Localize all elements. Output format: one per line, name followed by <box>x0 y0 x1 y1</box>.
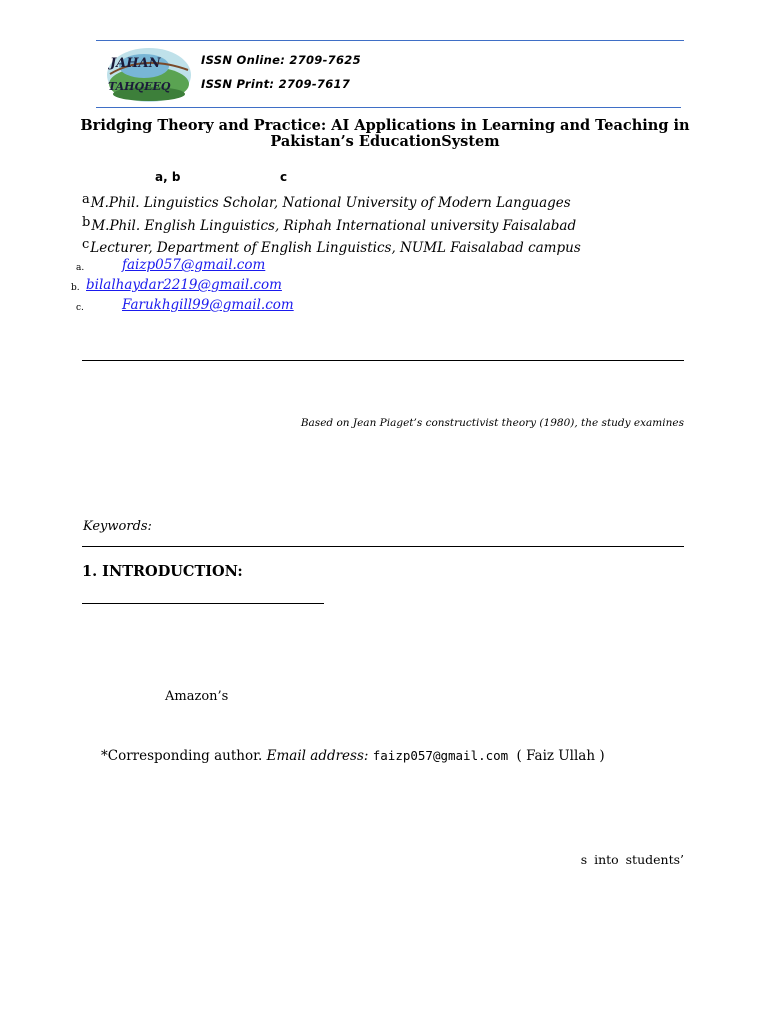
journal-logo <box>104 44 194 104</box>
affiliation-mark: a <box>82 192 90 207</box>
heading-underline-rule <box>82 603 324 604</box>
header-top-rule <box>96 40 684 41</box>
affiliation-b <box>82 215 576 234</box>
email-address-label: Email address: <box>266 748 369 764</box>
header-bottom-rule <box>96 107 681 108</box>
email-mark-c: c. <box>76 303 84 313</box>
corresponding-name: ( Faiz Ullah ) <box>516 748 605 764</box>
abstract-top-rule <box>82 360 684 361</box>
affiliation-a <box>82 192 571 211</box>
affiliation-mark: c <box>82 237 90 252</box>
affiliation-text: Lecturer, Department of English Linguistics, NUML Faisalabad campus <box>90 240 581 256</box>
issn-online: ISSN Online: 2709-7625 <box>201 53 361 67</box>
author-mark-c: c <box>280 170 288 184</box>
keywords-label: Keywords: <box>83 519 152 534</box>
affiliation-text: M.Phil. English Linguistics, Riphah International university Faisalabad <box>91 218 577 234</box>
corresponding-prefix: *Corresponding author. <box>101 748 263 764</box>
text-fragment-students: s into students’ <box>580 852 684 867</box>
email-mark-a: a. <box>76 263 85 273</box>
issn-print: ISSN Print: 2709-7617 <box>201 77 351 91</box>
affiliation-text: M.Phil. Linguistics Scholar, National University of Modern Languages <box>90 195 571 211</box>
email-link-b[interactable]: bilalhaydar2219@gmail.com <box>86 277 282 293</box>
logo-text-top: JAHAN <box>110 56 161 71</box>
corresponding-author-note <box>101 748 605 764</box>
affiliation-mark: b <box>82 215 91 230</box>
affiliation-c <box>82 237 581 256</box>
email-link-c[interactable]: Farukhgill99@gmail.com <box>122 297 294 313</box>
abstract-fragment: Based on Jean Piaget’s constructivist theory (1980), the study examines <box>300 417 684 429</box>
paper-title <box>60 118 710 150</box>
logo-text-bottom: TAHQEEQ <box>108 80 171 93</box>
title-line-1: Bridging Theory and Practice: AI Applications in Learning and Teaching in <box>80 117 690 134</box>
abstract-bottom-rule <box>82 546 684 547</box>
email-link-a[interactable]: faizp057@gmail.com <box>122 257 266 273</box>
author-marks-ab: a, b <box>155 170 181 184</box>
section-heading-introduction: 1. INTRODUCTION: <box>82 563 243 580</box>
email-mark-b: b. <box>71 283 80 293</box>
corresponding-email[interactable]: faizp057@gmail.com <box>372 748 509 763</box>
text-fragment-amazon: Amazon’s <box>165 689 229 704</box>
title-line-2: Pakistan’s EducationSystem <box>270 133 500 150</box>
